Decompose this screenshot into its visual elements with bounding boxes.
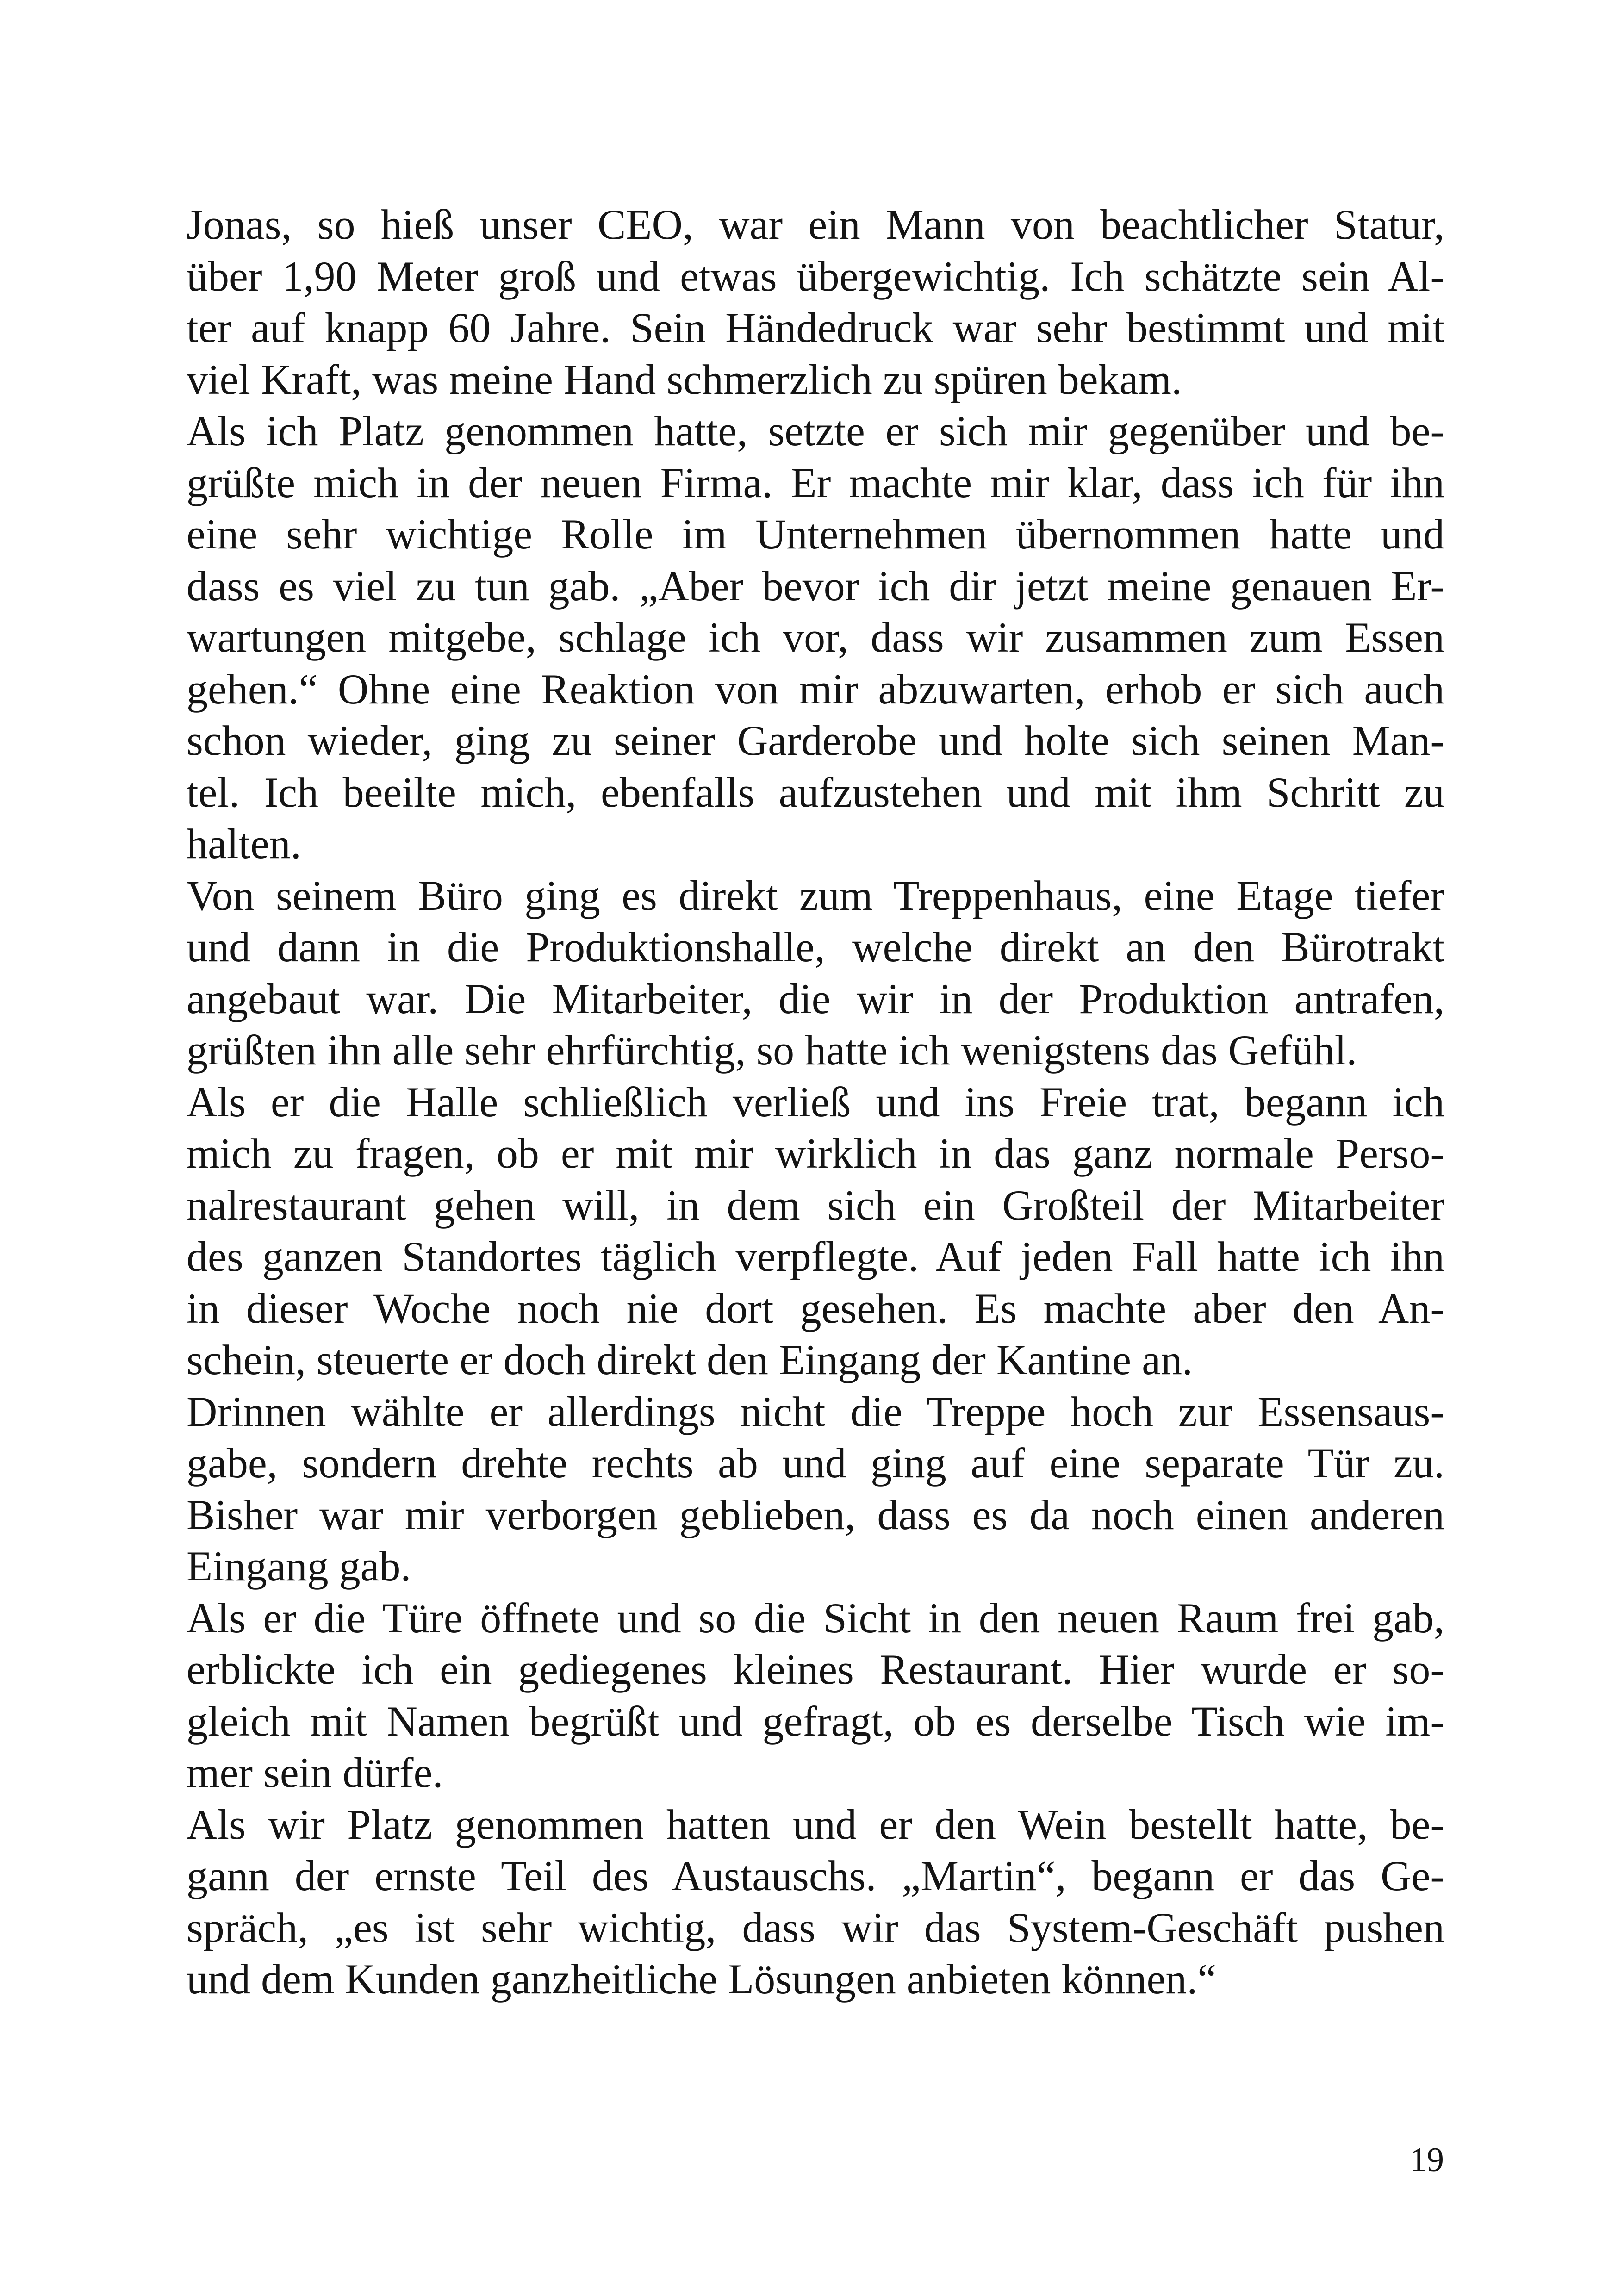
text-line: eine sehr wichtige Rolle im Unternehmen übernommen hatte und <box>187 510 1444 558</box>
text-line: Als er die Halle schließlich verließ und ins Freie trat, begann ich <box>187 1078 1444 1126</box>
text-line: mich zu fragen, ob er mit mir wirklich in das ganz normale Perso- <box>187 1130 1444 1177</box>
text-line: angebaut war. Die Mitarbeiter, die wir in der Produktion antrafen, <box>187 975 1444 1022</box>
text-line: und dann in die Produktionshalle, welche direkt an den Bürotrakt <box>187 923 1444 971</box>
text-line: und dem Kunden ganzheitliche Lösungen anbieten können.“ <box>187 1955 1217 2003</box>
text-line: Als ich Platz genommen hatte, setzte er sich mir gegenüber und be- <box>187 407 1444 454</box>
paragraph <box>187 1386 1444 1593</box>
paragraph <box>187 870 1444 1076</box>
paragraph <box>187 199 1444 405</box>
text-line: Als wir Platz genommen hatten und er den Wein bestellt hatte, be- <box>187 1800 1444 1848</box>
text-line: Eingang gab. <box>187 1543 411 1590</box>
text-line: viel Kraft, was meine Hand schmerzlich zu spüren bekam. <box>187 355 1182 403</box>
text-line: schein, steuerte er doch direkt den Eingang der Kantine an. <box>187 1336 1193 1383</box>
text-line: nalrestaurant gehen will, in dem sich ein Großteil der Mitarbeiter <box>187 1181 1444 1229</box>
text-line: Als er die Türe öffnete und so die Sicht in den neuen Raum frei gab, <box>187 1594 1444 1642</box>
text-line: tel. Ich beeilte mich, ebenfalls aufzustehen und mit ihm Schritt zu <box>187 768 1444 816</box>
text-line: gehen.“ Ohne eine Reaktion von mir abzuwarten, erhob er sich auch <box>187 665 1444 713</box>
text-line: dass es viel zu tun gab. „Aber bevor ich dir jetzt meine genauen Er- <box>187 562 1444 610</box>
text-line: mer sein dürfe. <box>187 1749 443 1796</box>
page-number: 19 <box>1410 2141 1444 2179</box>
text-line: Jonas, so hieß unser CEO, war ein Mann von beachtlicher Statur, <box>187 201 1444 248</box>
text-line: über 1,90 Meter groß und etwas übergewichtig. Ich schätzte sein Al- <box>187 252 1444 300</box>
text-line: wartungen mitgebe, schlage ich vor, dass wir zusammen zum Essen <box>187 614 1444 661</box>
text-line: schon wieder, ging zu seiner Garderobe und holte sich seinen Man- <box>187 717 1444 764</box>
text-line: halten. <box>187 820 301 867</box>
paragraph <box>187 1593 1444 1799</box>
text-line: gleich mit Namen begrüßt und gefragt, ob es derselbe Tisch wie im- <box>187 1697 1444 1745</box>
text-line: in dieser Woche noch nie dort gesehen. Es machte aber den An- <box>187 1284 1444 1332</box>
text-line: spräch, „es ist sehr wichtig, dass wir das System-Geschäft pushen <box>187 1904 1444 1951</box>
paragraph <box>187 405 1444 870</box>
text-line: Drinnen wählte er allerdings nicht die Treppe hoch zur Essensaus- <box>187 1388 1444 1435</box>
text-line: ter auf knapp 60 Jahre. Sein Händedruck war sehr bestimmt und mit <box>187 304 1444 351</box>
paragraph <box>187 1076 1444 1386</box>
paragraph <box>187 1799 1444 2005</box>
text-line: gann der ernste Teil des Austauschs. „Martin“, begann er das Ge- <box>187 1852 1444 1899</box>
text-line: grüßte mich in der neuen Firma. Er machte mir klar, dass ich für ihn <box>187 459 1444 506</box>
text-line: erblickte ich ein gediegenes kleines Restaurant. Hier wurde er so- <box>187 1646 1444 1693</box>
text-line: Von seinem Büro ging es direkt zum Treppenhaus, eine Etage tiefer <box>187 871 1444 919</box>
text-line: Bisher war mir verborgen geblieben, dass es da noch einen anderen <box>187 1491 1444 1538</box>
text-line: des ganzen Standortes täglich verpflegte. Auf jeden Fall hatte ich ihn <box>187 1233 1444 1280</box>
body-text <box>187 199 1444 2005</box>
text-line: grüßten ihn alle sehr ehrfürchtig, so hatte ich wenigstens das Gefühl. <box>187 1027 1357 1074</box>
text-line: gabe, sondern drehte rechts ab und ging auf eine separate Tür zu. <box>187 1439 1444 1487</box>
